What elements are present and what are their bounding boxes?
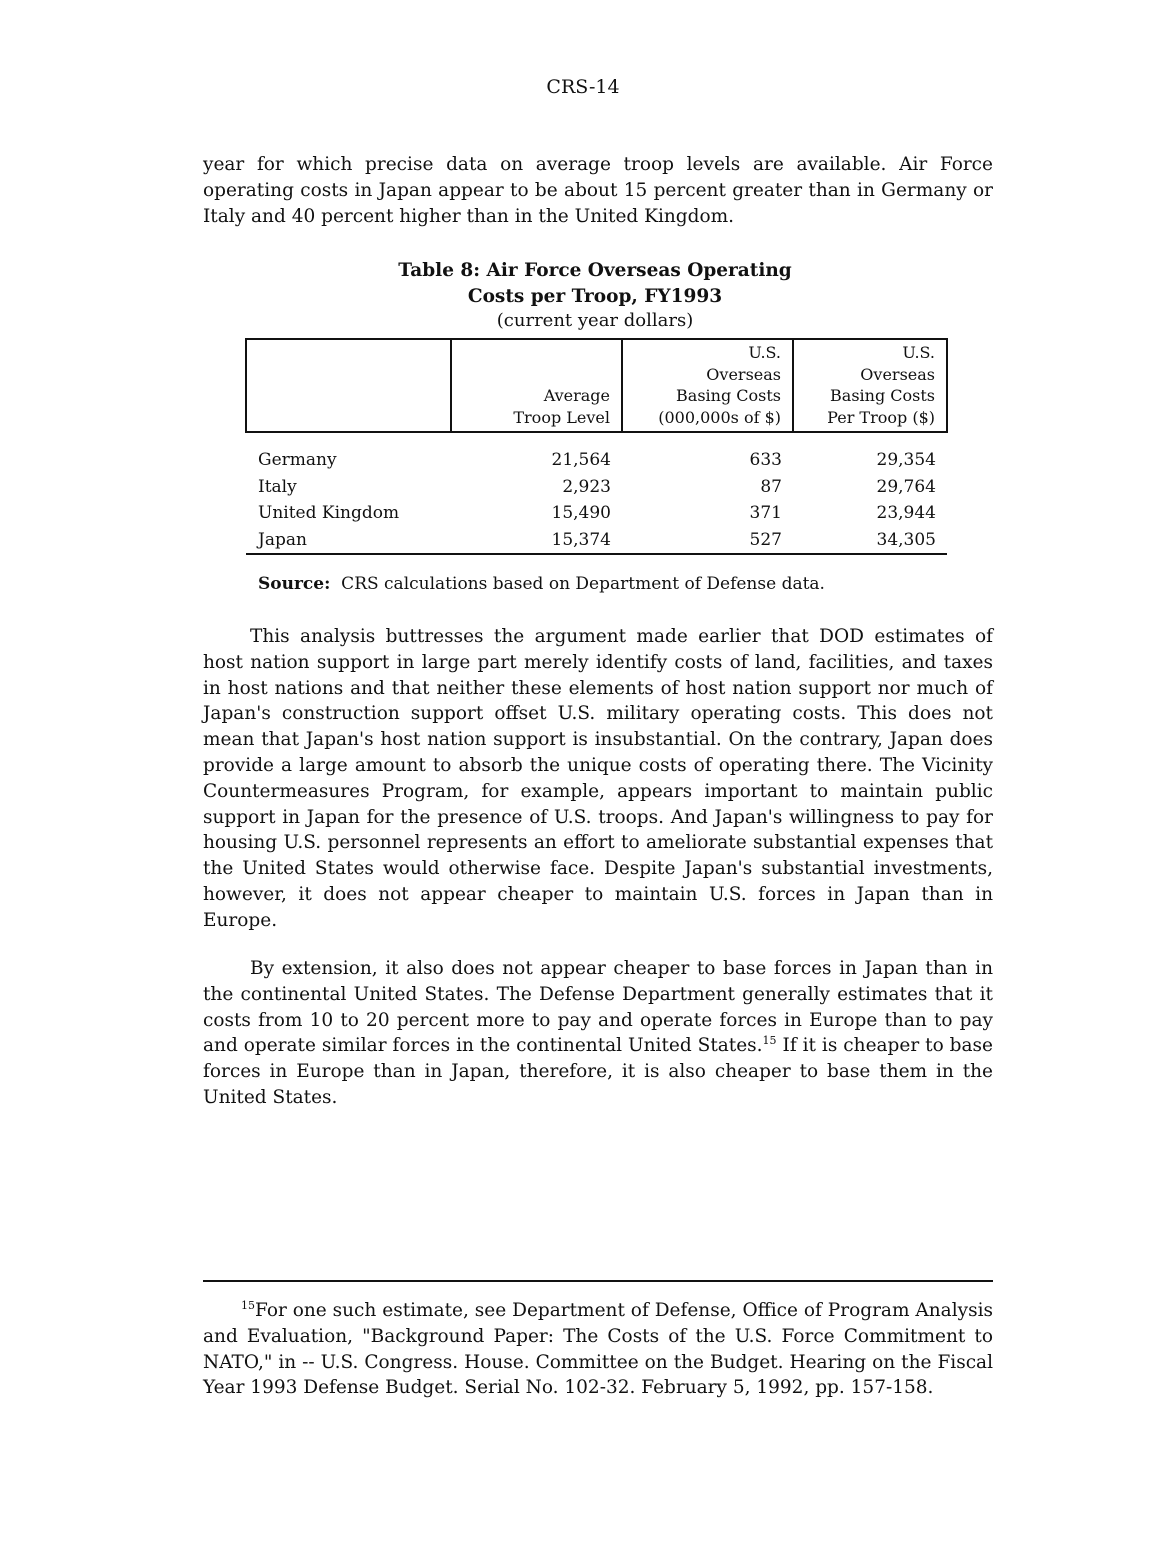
table-row (246, 474, 947, 501)
table-subtitle: (current year dollars) (496, 310, 694, 331)
table-title-line1: Table 8: Air Force Overseas Operating (398, 260, 792, 281)
cell-troops: 21,564 (551, 450, 611, 470)
cell-per-troop: 29,354 (876, 450, 936, 470)
header-troop-level: Average Troop Level (451, 339, 622, 432)
footnote-number: 15 (241, 1298, 255, 1312)
table-title (245, 258, 945, 310)
table-header-row (246, 339, 947, 432)
cell-troops: 2,923 (562, 476, 611, 497)
cell-troops: 15,490 (551, 503, 611, 523)
header-country (246, 339, 451, 432)
source-label: Source: (258, 574, 331, 594)
page-header: CRS-14 (546, 76, 620, 98)
table-row (246, 527, 947, 555)
cell-per-troop: 34,305 (793, 527, 947, 555)
extension-paragraph: By extension, it also does not appear cheaper to base forces in Japan than in the continental United States. The Defense Department generally estimates that it costs from 10 to 20 percent more to pay and operate forces in Europe than to pay and operate similar forces in the continental United States.$^{15}$ If it is cheaper to base forces in Europe than in Japan, therefore, it is also cheaper to base them in the United States. (203, 958, 993, 1108)
header-basing-costs: U.S. Overseas Basing Costs (000,000s of $) (622, 339, 793, 432)
table-source-note (258, 574, 825, 594)
header-per-troop: U.S. Overseas Basing Costs Per Troop ($) (793, 339, 947, 432)
cell-country: United Kingdom (258, 503, 400, 523)
footnote-reference: 15 (762, 1034, 777, 1048)
cell-costs: 371 (749, 503, 782, 523)
footnote-text: For one such estimate, see Department of Defense, Office of Program Analysis and Evaluation, "Background Paper: The Costs of the U.S. Force Commitment to NATO," in -- U.S. Congress. House. Committee on the Budget. Hearing on the Fiscal Year 1993 Defense Budget. Serial No. 102-32. February 5, 1992, pp. 157-158. (203, 1300, 993, 1399)
table-row (246, 500, 947, 527)
cost-table (245, 338, 948, 555)
analysis-paragraph: This analysis buttresses the argument made earlier that DOD estimates of host nation support in large part merely identify costs of land, facilities, and taxes in host nations and that neither these elements of host nation support nor much of Japan's construction support offset U.S. military operating costs. This does not mean that Japan's host nation support is insubstantial. On the contrary, Japan does provide a large amount to absorb the unique costs of operating there. The Vicinity Countermeasures Program, for example, appears important to maintain public support in Japan for the presence of U.S. troops. And Japan's willingness to pay for housing U.S. personnel represents an effort to ameliorate substantial expenses that the United States would otherwise face. Despite Japan's substantial investments, however, it does not appear cheaper to maintain U.S. forces in Japan than in Europe. (203, 626, 993, 931)
intro-paragraph: year for which precise data on average troop levels are available. Air Force operating costs in Japan appear to be about 15 percent greater than in Germany or Italy and 40 percent higher than in the United Kingdom. (203, 154, 993, 227)
cell-country: Japan (246, 527, 451, 555)
cell-per-troop: 23,944 (876, 503, 936, 523)
cell-costs: 87 (760, 476, 782, 497)
cell-costs: 527 (622, 527, 793, 555)
cell-per-troop: 29,764 (876, 476, 936, 497)
table-title-line2: Costs per Troop, FY1993 (467, 286, 723, 307)
footnote-divider (203, 1280, 993, 1282)
cell-troops: 15,374 (451, 527, 622, 555)
cell-country: Italy (258, 476, 297, 497)
footnote (203, 1298, 993, 1401)
cell-country: Germany (258, 450, 337, 470)
cell-costs: 633 (749, 450, 782, 470)
table-row (246, 447, 947, 474)
source-text: CRS calculations based on Department of Defense data. (330, 574, 825, 594)
